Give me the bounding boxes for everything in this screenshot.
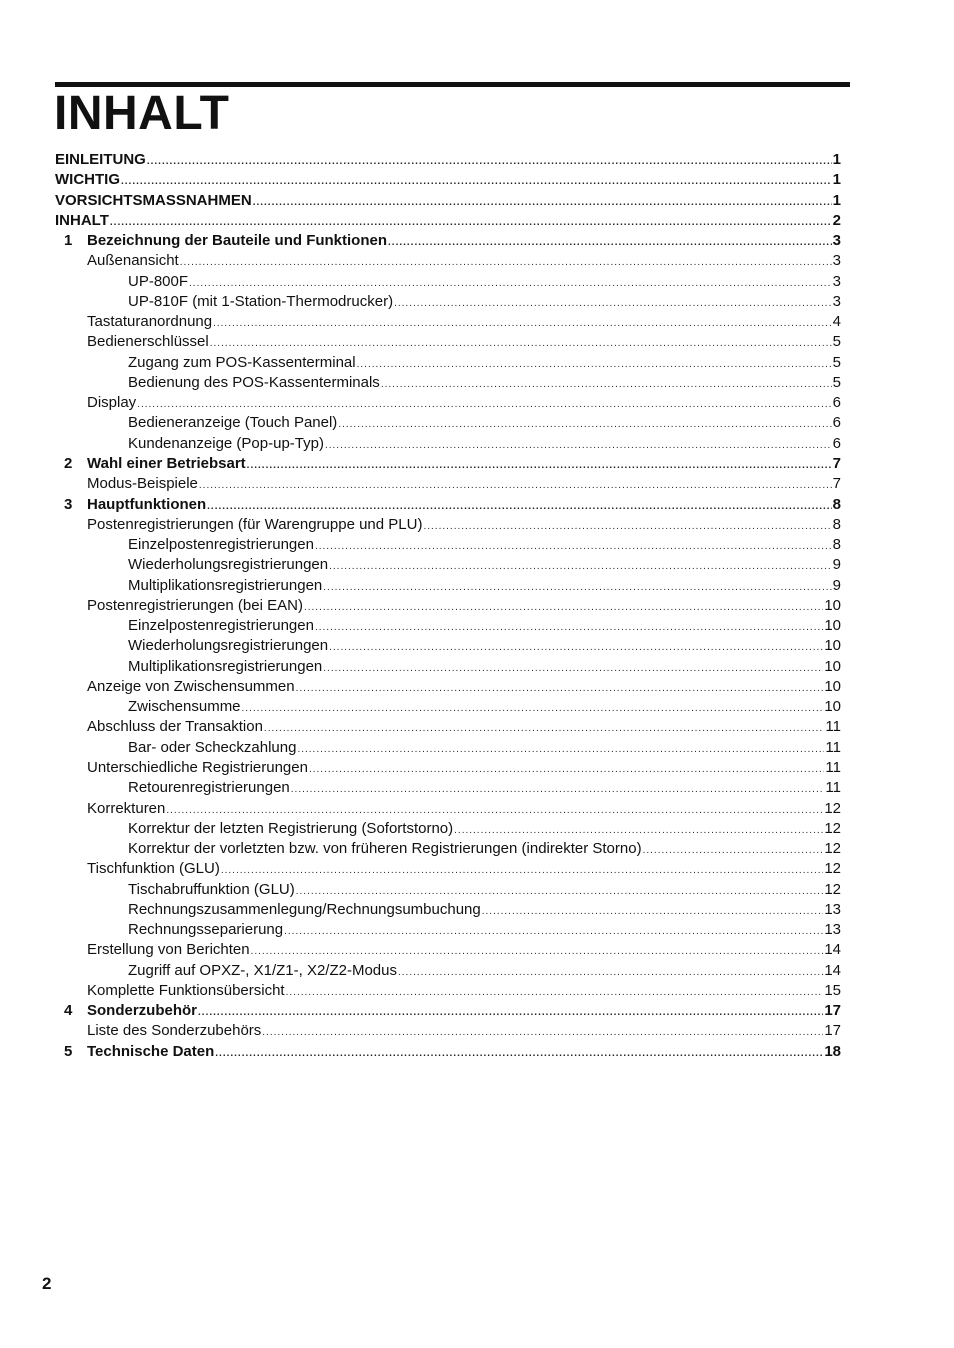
- toc-entry: [55, 839, 841, 859]
- toc-dot-leader: [296, 679, 824, 699]
- toc-dot-leader: [247, 456, 832, 476]
- toc-entry-label: Modus-Beispiele: [87, 475, 198, 493]
- toc-entry-label: Tastaturanordnung: [87, 313, 213, 331]
- toc-entry-label: Korrektur der vorletzten bzw. von früheren Registrierungen (indirekter Storno): [128, 840, 642, 858]
- toc-page-number: 6: [832, 414, 841, 432]
- toc-entry-label: Wiederholungsregistrierungen: [128, 556, 329, 574]
- toc-chapter-number: 4: [64, 1002, 73, 1020]
- toc-entry: [55, 717, 841, 737]
- toc-entry-label: Wahl einer Betriebsart: [87, 454, 246, 472]
- toc-entry: [55, 697, 841, 717]
- toc-dot-leader: [315, 618, 823, 638]
- toc-entry: [55, 859, 841, 879]
- toc-entry: [55, 738, 841, 758]
- toc-page-number: 8: [832, 515, 841, 533]
- toc-entry: [55, 657, 841, 677]
- toc-entry: [55, 211, 841, 231]
- toc-page-number: 12: [824, 880, 841, 898]
- toc-entry: [55, 616, 841, 636]
- toc-entry-label: Display: [87, 394, 137, 412]
- toc-page-number: 18: [824, 1042, 841, 1060]
- toc-dot-leader: [137, 395, 831, 415]
- toc-dot-leader: [284, 922, 823, 942]
- toc-entry: [55, 272, 841, 292]
- toc-page-number: 13: [824, 900, 841, 918]
- toc-entry: [55, 677, 841, 697]
- toc-page-number: 7: [832, 475, 841, 493]
- toc-dot-leader: [643, 841, 824, 861]
- toc-entry: [55, 1042, 841, 1062]
- toc-dot-leader: [110, 213, 832, 233]
- toc-dot-leader: [381, 375, 832, 395]
- toc-dot-leader: [253, 193, 832, 213]
- toc-entry: [55, 332, 841, 352]
- toc-entry: [55, 900, 841, 920]
- toc-chapter-number: 5: [64, 1042, 73, 1060]
- toc-page-number: 3: [832, 252, 841, 270]
- toc-dot-leader: [329, 557, 832, 577]
- toc-entry-label: Unterschiedliche Registrierungen: [87, 758, 308, 776]
- toc-entry: [55, 353, 841, 373]
- toc-page-number: 5: [832, 333, 841, 351]
- toc-dot-leader: [121, 172, 832, 192]
- toc-entry-label: VORSICHTSMASSNAHMEN: [55, 191, 252, 209]
- toc-chapter-number: 3: [64, 495, 73, 513]
- toc-page-number: 13: [824, 921, 841, 939]
- toc-entry-label: Abschluss der Transaktion: [87, 718, 263, 736]
- toc-entry-label: Einzelpostenregistrierungen: [128, 617, 314, 635]
- toc-page-number: 10: [824, 677, 841, 695]
- toc-page-number: 11: [825, 779, 841, 797]
- toc-dot-leader: [189, 274, 832, 294]
- toc-entry-label: Multiplikationsregistrierungen: [128, 657, 323, 675]
- toc-page-number: 12: [824, 840, 841, 858]
- toc-page-number: 3: [832, 292, 841, 310]
- toc-dot-leader: [357, 355, 832, 375]
- toc-dot-leader: [394, 294, 832, 314]
- toc-page-number: 11: [825, 738, 841, 756]
- toc-dot-leader: [210, 334, 832, 354]
- toc-entry-label: WICHTIG: [55, 171, 120, 189]
- toc-dot-leader: [423, 517, 831, 537]
- toc-entry-label: Rechnungsseparierung: [128, 921, 284, 939]
- toc-page-number: 2: [832, 211, 841, 229]
- toc-page-number: 10: [824, 657, 841, 675]
- toc-entry: [55, 434, 841, 454]
- toc-entry: [55, 920, 841, 940]
- toc-dot-leader: [329, 638, 823, 658]
- toc-entry-label: Technische Daten: [87, 1042, 215, 1060]
- toc-entry-label: INHALT: [55, 211, 109, 229]
- toc-entry: [55, 758, 841, 778]
- toc-dot-leader: [315, 537, 832, 557]
- toc-entry-label: Sonderzubehör: [87, 1002, 198, 1020]
- toc-page-number: 5: [832, 373, 841, 391]
- toc-entry: [55, 515, 841, 535]
- toc-entry: [55, 880, 841, 900]
- toc-entry-label: Korrekturen: [87, 799, 166, 817]
- toc-dot-leader: [180, 253, 832, 273]
- toc-entry: [55, 251, 841, 271]
- toc-page-number: 14: [824, 961, 841, 979]
- toc-dot-leader: [251, 942, 824, 962]
- toc-page-number: 1: [832, 151, 841, 168]
- toc-entry-label: Bar- oder Scheckzahlung: [128, 738, 297, 756]
- toc-entry: [55, 292, 841, 312]
- toc-dot-leader: [309, 760, 824, 780]
- toc-entry-label: Tischabruffunktion (GLU): [128, 880, 295, 898]
- toc-page-number: 6: [832, 394, 841, 412]
- toc-entry-label: Bezeichnung der Bauteile und Funktionen: [87, 232, 388, 250]
- toc-dot-leader: [166, 801, 823, 821]
- toc-entry: [55, 495, 841, 515]
- toc-entry-label: Erstellung von Berichten: [87, 941, 250, 959]
- toc-dot-leader: [198, 1003, 823, 1023]
- page-number: 2: [42, 1274, 52, 1293]
- toc-dot-leader: [323, 578, 831, 598]
- toc-dot-leader: [213, 314, 832, 334]
- toc-dot-leader: [454, 821, 823, 841]
- toc-dot-leader: [304, 598, 823, 618]
- toc-dot-leader: [242, 699, 824, 719]
- toc-entry: [55, 1021, 841, 1041]
- toc-dot-leader: [323, 659, 823, 679]
- toc-dot-leader: [398, 963, 823, 983]
- toc-entry-label: Anzeige von Zwischensummen: [87, 677, 295, 695]
- toc-page-number: 11: [825, 718, 841, 736]
- toc-page-number: 7: [832, 454, 841, 472]
- toc-entry: [55, 981, 841, 1001]
- toc-entry-label: UP-810F (mit 1-Station-Thermodrucker): [128, 292, 394, 310]
- toc-dot-leader: [147, 152, 832, 172]
- toc-page-number: 14: [824, 941, 841, 959]
- toc-entry-label: Außenansicht: [87, 252, 179, 270]
- toc-entry: [55, 596, 841, 616]
- toc-entry-label: Korrektur der letzten Registrierung (Sofortstorno): [128, 819, 454, 837]
- toc-dot-leader: [262, 1023, 823, 1043]
- toc-page-number: 12: [824, 799, 841, 817]
- toc-entry: [55, 393, 841, 413]
- toc-dot-leader: [325, 436, 832, 456]
- toc-dot-leader: [199, 476, 832, 496]
- toc-entry-label: Hauptfunktionen: [87, 495, 207, 513]
- toc-entry-label: Zwischensumme: [128, 698, 241, 716]
- toc-entry: [55, 231, 841, 251]
- toc-entry-label: Kundenanzeige (Pop-up-Typ): [128, 434, 324, 452]
- toc-entry-label: Tischfunktion (GLU): [87, 860, 220, 878]
- toc-entry-label: Einzelpostenregistrierungen: [128, 536, 314, 554]
- toc-page-number: 1: [832, 191, 841, 209]
- toc-entry-label: UP-800F: [128, 272, 189, 290]
- toc-entry: [55, 373, 841, 393]
- toc-page-number: 15: [824, 981, 841, 999]
- toc-entry-label: Retourenregistrierungen: [128, 779, 290, 797]
- toc-dot-leader: [296, 882, 824, 902]
- toc-entry-label: Zugriff auf OPXZ-, X1/Z1-, X2/Z2-Modus: [128, 961, 397, 979]
- toc-entry: [55, 636, 841, 656]
- toc-page-number: 9: [832, 556, 841, 574]
- toc-entry-label: Liste des Sonderzubehörs: [87, 1022, 262, 1040]
- toc-entry: [55, 961, 841, 981]
- toc-entry-label: Bedienung des POS-Kassenterminals: [128, 373, 380, 391]
- toc-page-number: 3: [832, 232, 841, 250]
- toc-entry: [55, 799, 841, 819]
- toc-entry-label: Bedieneranzeige (Touch Panel): [128, 414, 338, 432]
- toc-entry: [55, 170, 841, 190]
- toc-dot-leader: [264, 719, 825, 739]
- toc-entry: [55, 413, 841, 433]
- toc-dot-leader: [215, 1044, 823, 1064]
- toc-entry: [55, 312, 841, 332]
- page-title: INHALT: [54, 87, 230, 140]
- toc-entry: [55, 1001, 841, 1021]
- toc-entry-label: Wiederholungsregistrierungen: [128, 637, 329, 655]
- toc-page-number: 10: [824, 596, 841, 614]
- toc-page-number: 17: [824, 1022, 841, 1040]
- toc-page-number: 10: [824, 698, 841, 716]
- toc-entry: [55, 576, 841, 596]
- toc-dot-leader: [207, 497, 832, 517]
- toc-entry-label: Zugang zum POS-Kassenterminal: [128, 353, 356, 371]
- toc-dot-leader: [221, 861, 823, 881]
- toc-entry: [55, 819, 841, 839]
- toc-entry-label: Bedienerschlüssel: [87, 333, 209, 351]
- toc-chapter-number: 2: [64, 454, 73, 472]
- toc-dot-leader: [482, 902, 824, 922]
- toc-page-number: 8: [832, 536, 841, 554]
- toc-entry: [55, 150, 841, 170]
- toc-entry: [55, 555, 841, 575]
- toc-chapter-number: 1: [64, 232, 73, 250]
- toc-page-number: 9: [832, 576, 841, 594]
- toc-page-number: 4: [832, 313, 841, 331]
- toc-dot-leader: [291, 780, 825, 800]
- toc-entry: [55, 535, 841, 555]
- toc-page-number: 12: [824, 819, 841, 837]
- toc-entry-label: Komplette Funktionsübersicht: [87, 981, 285, 999]
- toc-entry: [55, 454, 841, 474]
- toc-page-number: 10: [824, 617, 841, 635]
- toc-entry-label: Multiplikationsregistrierungen: [128, 576, 323, 594]
- toc-entry: [55, 474, 841, 494]
- toc-entry-label: Rechnungszusammenlegung/Rechnungsumbuchung: [128, 900, 481, 918]
- toc-dot-leader: [388, 233, 832, 253]
- toc-page-number: 10: [824, 637, 841, 655]
- toc-entry-label: Postenregistrierungen (für Warengruppe und PLU): [87, 515, 423, 533]
- toc-page-number: 17: [824, 1002, 841, 1020]
- toc-dot-leader: [286, 983, 824, 1003]
- toc-page-number: 5: [832, 353, 841, 371]
- toc-page-number: 11: [825, 758, 841, 776]
- toc-entry: [55, 778, 841, 798]
- toc-page-number: 12: [824, 860, 841, 878]
- toc-entry: [55, 940, 841, 960]
- toc-entry: [55, 191, 841, 211]
- toc-dot-leader: [338, 415, 831, 435]
- toc-entry-label: EINLEITUNG: [55, 151, 146, 168]
- toc-entry-label: Postenregistrierungen (bei EAN): [87, 596, 303, 614]
- toc-page-number: 8: [832, 495, 841, 513]
- toc-page-number: 6: [832, 434, 841, 452]
- toc-page-number: 3: [832, 272, 841, 290]
- toc-page-number: 1: [832, 171, 841, 189]
- toc-dot-leader: [297, 740, 824, 760]
- table-of-contents: [55, 150, 841, 1062]
